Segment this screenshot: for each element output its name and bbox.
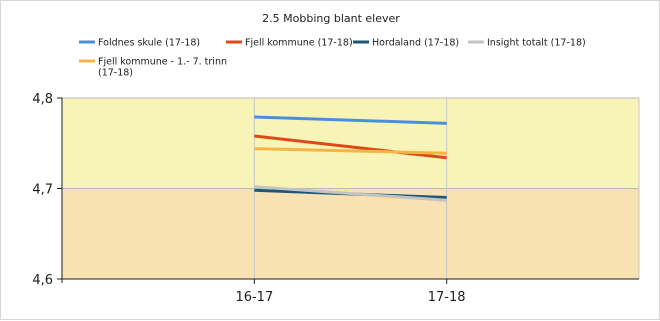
- legend-label: Foldnes skule (17-18): [98, 37, 201, 49]
- y-tick-label: 4,8: [32, 92, 53, 107]
- background-band-high: [62, 98, 639, 189]
- plot-area: [32, 92, 639, 305]
- x-tick-label: 16-17: [235, 290, 274, 305]
- legend-label: Insight totalt (17-18): [487, 37, 586, 49]
- chart-title: 2.5 Mobbing blant elever: [262, 12, 400, 25]
- y-tick-label: 4,7: [32, 182, 53, 198]
- legend-label: Fjell kommune (17-18): [245, 37, 353, 49]
- y-tick-label: 4,6: [32, 273, 53, 288]
- line-chart: [1, 1, 660, 321]
- legend-label: Fjell kommune - 1.- 7. trinn (17-18): [98, 56, 227, 79]
- legend: [79, 38, 586, 79]
- x-tick-label: 17-18: [427, 290, 466, 305]
- background-band-low: [62, 189, 639, 280]
- legend-label: Hordaland (17-18): [372, 37, 460, 49]
